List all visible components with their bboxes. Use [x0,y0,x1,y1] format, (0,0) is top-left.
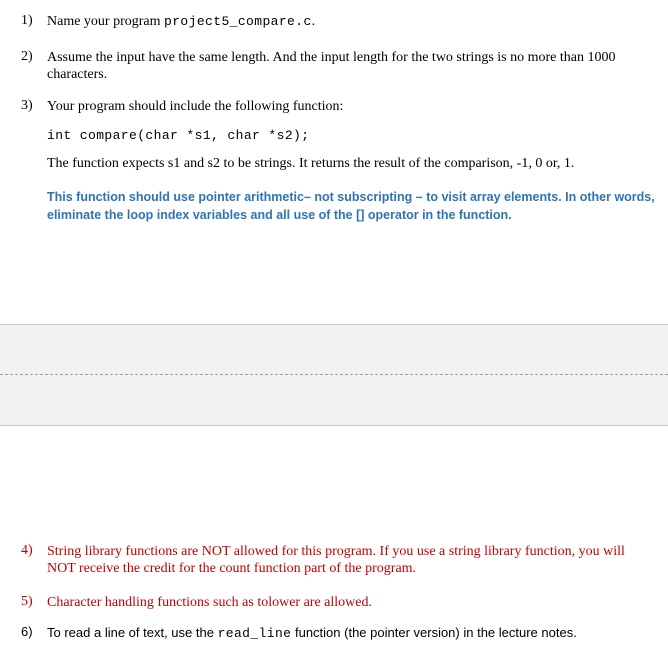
item-3-line-1: Your program should include the following function: [47,99,344,114]
page-break-band-bottom [0,375,668,426]
item-1-number: 1) [21,13,33,28]
pointer-arithmetic-note-line-2: eliminate the loop index variables and all use of the [] operator in the function. [47,208,512,222]
item-6-text-suffix: function (the pointer version) in the lecture notes. [291,625,577,640]
item-5-number: 5) [21,594,33,609]
item-3-number: 3) [21,98,33,113]
item-3-line-2: The function expects s1 and s2 to be strings. It returns the result of the comparison, -1, 0 or, 1. [47,156,575,171]
item-2-number: 2) [21,49,33,64]
item-4-line-1: String library functions are NOT allowed for this program. If you use a string library function, you will [47,544,625,559]
item-1-text-suffix: . [311,14,316,29]
item-6-number: 6) [21,624,33,639]
item-5-line-1: Character handling functions such as tolower are allowed. [47,595,373,610]
function-signature: int compare(char *s1, char *s2); [47,128,310,143]
item-1-text [47,13,315,30]
item-1-text-prefix: Name your program [47,14,165,29]
read-line-function-name: read_line [217,626,292,641]
item-1-filename: project5_compare.c [164,14,312,29]
item-2-line-1: Assume the input have the same length. And the input length for the two strings is no more than 1000 [47,50,616,65]
item-4-line-2: NOT receive the credit for the count function part of the program. [47,561,417,576]
item-2-line-2: characters. [47,67,108,82]
item-4-number: 4) [21,543,33,558]
pointer-arithmetic-note-line-1: This function should use pointer arithmetic– not subscripting – to visit array elements. In other words, [47,190,655,204]
item-6-text [47,624,577,642]
page-break-band-top [0,324,668,375]
item-6-text-prefix: To read a line of text, use the [47,625,218,640]
